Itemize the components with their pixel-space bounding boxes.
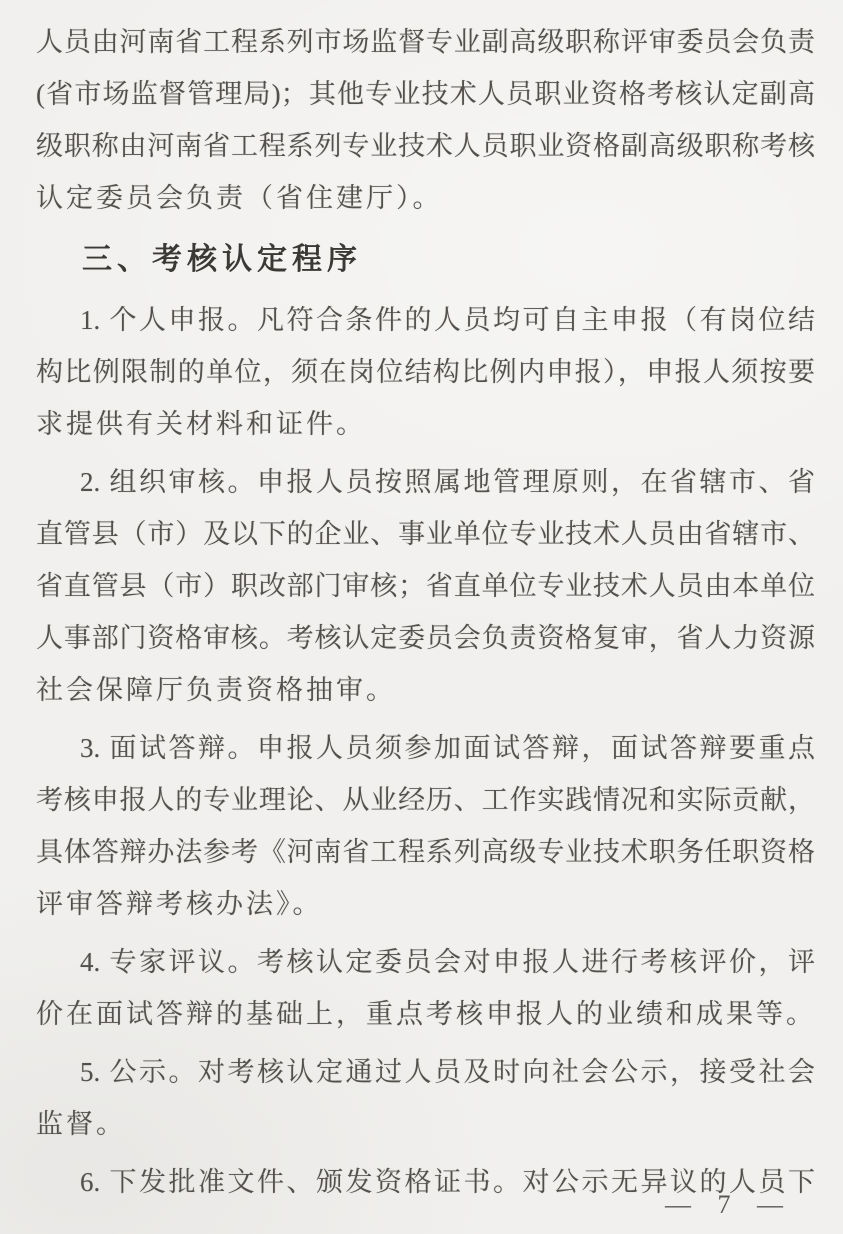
text-line: 级职称由河南省工程系列专业技术人员职业资格副高级职称考核 [36,131,815,161]
text-line: 具体答辩办法参考《河南省工程系列高级专业技术职务任职资格 [36,837,815,867]
text-line: 求提供有关材料和证件。 [36,409,366,439]
text-line: 2. 组织审核。申报人员按照属地管理原则，在省辖市、省 [80,467,815,497]
text-line: 4. 专家评议。考核认定委员会对申报人进行考核评价，评 [80,947,815,977]
text-line: 3. 面试答辩。申报人员须参加面试答辩，面试答辩要重点 [80,733,815,763]
text-line: 6. 下发批准文件、颁发资格证书。对公示无异议的人员下 [80,1167,815,1197]
section-heading: 三、考核认定程序 [82,243,362,276]
text-line: (省市场监督管理局)；其他专业技术人员职业资格考核认定副高 [36,79,815,109]
text-line: 认定委员会负责（省住建厅）。 [36,183,443,213]
text-line: 省直管县（市）职改部门审核；省直单位专业技术人员由本单位 [36,571,815,601]
page-number: — 7 — [665,1190,793,1219]
text-line: 评审答辩考核办法》。 [36,889,323,919]
text-line: 社会保障厅负责资格抽审。 [36,675,396,705]
text-line: 5. 公示。对考核认定通过人员及时向社会公示，接受社会 [80,1057,815,1087]
text-line: 监督。 [36,1109,126,1139]
text-line: 人员由河南省工程系列市场监督专业副高级职称评审委员会负责 [36,27,815,57]
text-line: 直管县（市）及以下的企业、事业单位专业技术人员由省辖市、 [36,519,815,549]
text-line: 1. 个人申报。凡符合条件的人员均可自主申报（有岗位结 [80,305,815,335]
text-line: 人事部门资格审核。考核认定委员会负责资格复审，省人力资源 [36,623,815,653]
text-line: 价在面试答辩的基础上，重点考核申报人的业绩和成果等。 [36,999,816,1029]
text-line: 考核申报人的专业理论、从业经历、工作实践情况和实际贡献， [36,785,815,815]
text-line: 构比例限制的单位，须在岗位结构比例内申报），申报人须按要 [36,357,815,387]
